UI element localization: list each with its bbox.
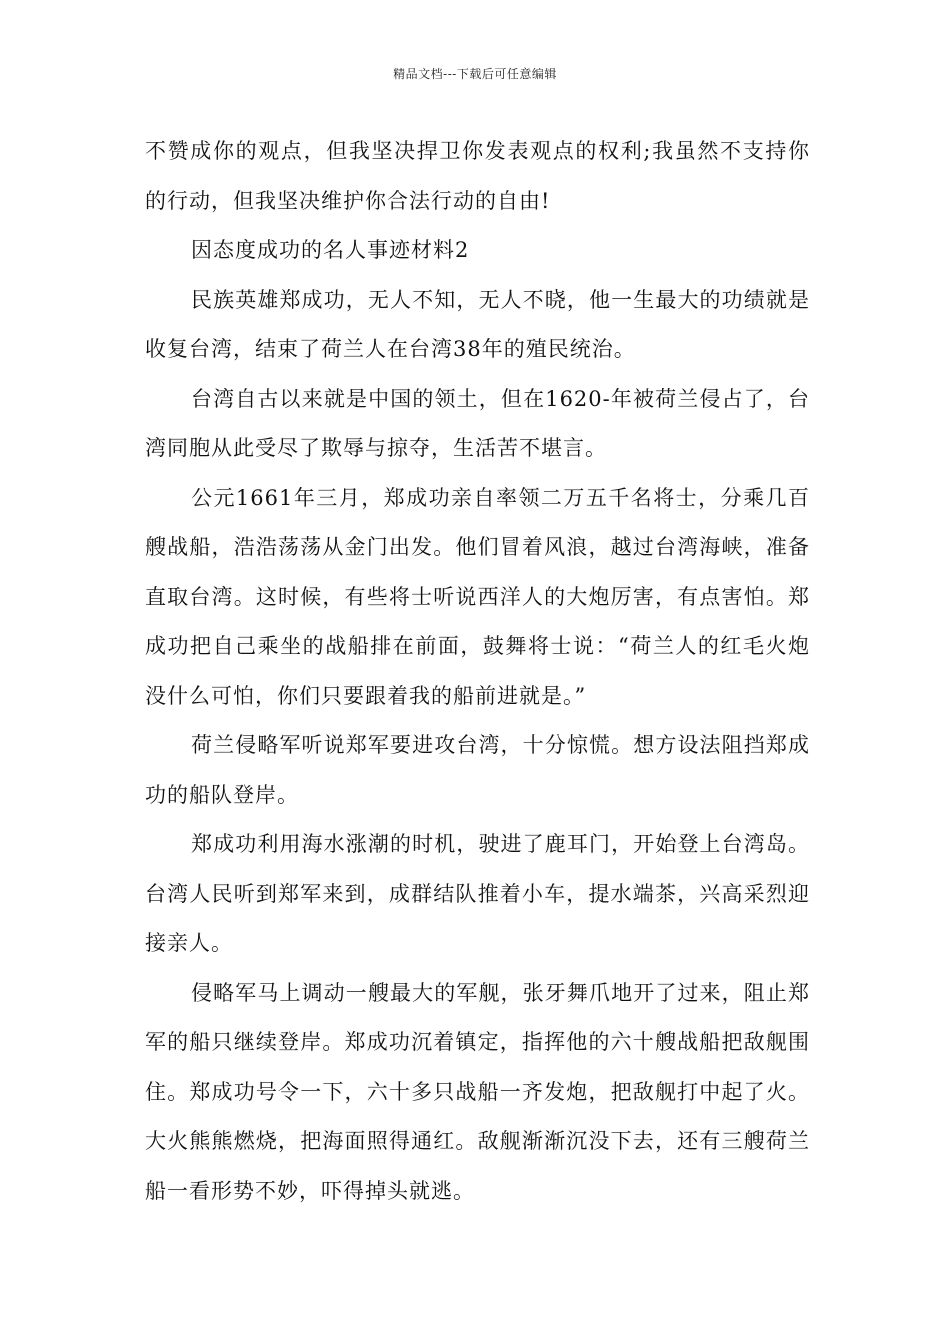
page-header: 精品文档---下载后可任意编辑	[393, 67, 557, 81]
paragraph-4: 台湾自古以来就是中国的领土，但在1620-年被荷兰侵占了，台湾同胞从此受尽了欺辱与掠夺，生活苦不堪言。	[145, 386, 810, 460]
paragraph-1: 不赞成你的观点，但我坚决捍卫你发表观点的权利;我虽然不支持你的行动，但我坚决维护你合法行动的自由!	[145, 139, 810, 213]
paragraph-7: 郑成功利用海水涨潮的时机，驶进了鹿耳门，开始登上台湾岛。台湾人民听到郑军来到，成群结队推着小车，提水端茶，兴高采烈迎接亲人。	[145, 832, 810, 955]
paragraph-6: 荷兰侵略军听说郑军要进攻台湾，十分惊慌。想方设法阻挡郑成功的船队登岸。	[145, 733, 810, 807]
paragraph-8: 侵略军马上调动一艘最大的军舰，张牙舞爪地开了过来，阻止郑军的船只继续登岸。郑成功沉着镇定，指挥他的六十艘战船把敌舰围住。郑成功号令一下，六十多只战船一齐发炮，把敌舰打中起了火。大火熊熊燃烧，把海面照得通红。敌舰渐渐沉没下去，还有三艘荷兰船一看形势不妙，吓得掉头就逃。	[145, 980, 810, 1203]
section-heading: 因态度成功的名人事迹材料2	[191, 238, 470, 262]
paragraph-3: 民族英雄郑成功，无人不知，无人不晓，他一生最大的功绩就是收复台湾，结束了荷兰人在台湾38年的殖民统治。	[145, 287, 810, 361]
document-body	[145, 127, 810, 1216]
paragraph-5: 公元1661年三月，郑成功亲自率领二万五千名将士，分乘几百艘战船，浩浩荡荡从金门出发。他们冒着风浪，越过台湾海峡，准备直取台湾。这时候，有些将士听说西洋人的大炮厉害，有点害怕。郑成功把自己乘坐的战船排在前面，鼓舞将士说：“荷兰人的红毛火炮没什么可怕，你们只要跟着我的船前进就是。”	[145, 485, 810, 708]
